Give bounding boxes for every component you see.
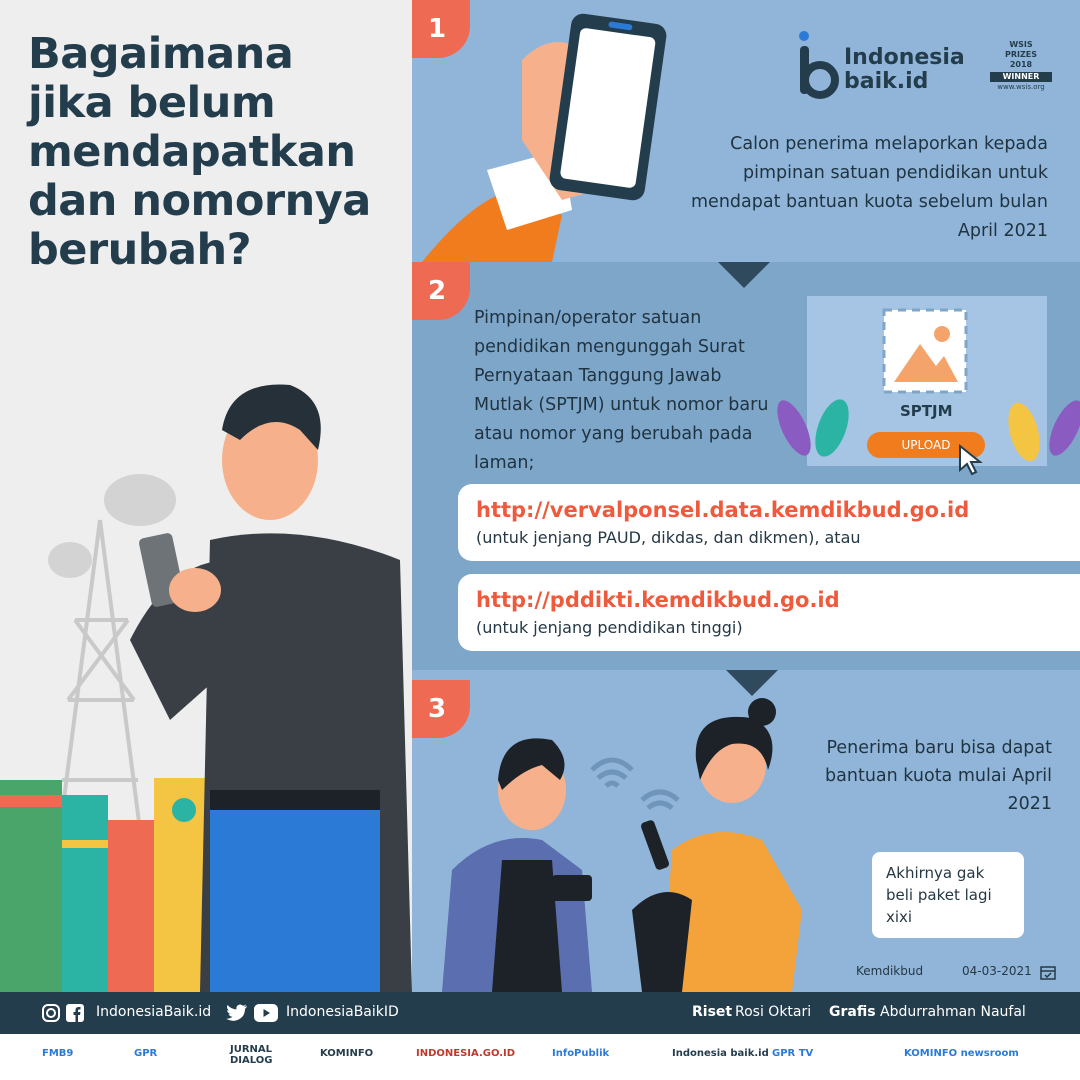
partner-logo-gpr-tv: GPR TV [772,1048,814,1059]
link-url[interactable]: http://pddikti.kemdikbud.go.id [476,588,840,612]
upload-button[interactable]: UPLOAD [867,432,985,458]
wsis-award-badge [990,40,1052,92]
partner-logo-indonesiabaik: Indonesia baik.id [672,1048,769,1059]
partner-logo-indonesia-go-id: INDONESIA.GO.ID [416,1048,516,1059]
indonesia-baik-logo [792,24,1062,104]
award-line: WINNER [990,72,1052,82]
link-card [458,484,1080,561]
partner-logo-kominfo: KOMINFO [320,1048,374,1059]
step-1-text: Calon penerima melaporkan kepada pimpinan satuan pendidikan untuk mendapat bantuan kuota sebelum bulan April 2021 [691,134,1048,241]
award-line: 2018 [1009,60,1033,69]
ib-logo-icon [792,30,842,100]
instagram-icon[interactable] [42,1004,60,1022]
cursor-icon [958,444,986,476]
satellite-dish-icon [104,474,176,526]
twitter-icon[interactable] [226,1004,248,1022]
left-panel [0,0,412,992]
calendar-icon [1040,964,1056,980]
satellite-dish-icon [48,542,92,578]
brand-name [844,46,965,94]
step-number-2: 2 [412,262,470,320]
facebook-icon[interactable] [66,1004,84,1022]
leaf-decoration-icon [774,388,864,468]
step-number-1: 1 [412,0,470,58]
date-label: 04-03-2021 [962,964,1032,978]
wifi-icon [642,792,678,808]
headline-line: mendapatkan [28,127,356,177]
right-panel [412,0,1080,992]
partner-logo-jurnal-dialog: JURNAL DIALOG [230,1044,273,1066]
partner-logo-fmb9: FMB9 [42,1048,74,1059]
footer-credits [0,992,1080,1034]
brand-line-2: baik.id [844,69,929,94]
award-line: WSIS [1009,40,1033,49]
wifi-icon [592,760,632,786]
award-line: PRIZES [1004,50,1038,59]
section-divider-notch [718,262,770,288]
upload-card-label: SPTJM [900,402,953,420]
link-card [458,574,1080,651]
step-2-section [412,262,1080,670]
riset-label: Riset [692,1004,733,1020]
grafis-label: Grafis [829,1004,876,1020]
image-placeholder-icon [880,306,970,396]
headline-line: dan nomornya [28,176,371,226]
source-label: Kemdikbud [856,964,924,978]
step-number-3: 3 [412,680,470,738]
brand-line-1: Indonesia [844,45,965,70]
riset-name: Rosi Oktari [735,1004,812,1020]
headline-line: Bagaimana [28,29,294,79]
leaf-decoration-icon [1000,388,1080,468]
link-note: (untuk jenjang pendidikan tinggi) [476,618,743,637]
step-3-text: Penerima baru bisa dapat bantuan kuota mulai April 2021 [825,738,1052,814]
partner-logos-bar [0,1034,1080,1080]
step-1-section [412,0,1080,262]
hand-phone-icon [412,0,712,262]
partner-logo-infopublik: InfoPublik [552,1048,610,1059]
youtube-icon[interactable] [254,1004,278,1022]
headline-line: jika belum [28,78,276,128]
speech-bubble: Akhirnya gak beli paket lagi xixi [872,852,1024,938]
handle-indonesiabaik-id[interactable]: IndonesiaBaik.id [96,1004,212,1020]
partner-logo-kominfo-newsroom: KOMINFO newsroom [904,1048,1019,1059]
step-3-section [412,670,1080,992]
illustration-man-tower [0,0,412,992]
two-people-illustration [432,670,852,992]
headline-line: berubah? [28,225,252,275]
step-2-text: Pimpinan/operator satuan pendidikan mengunggah Surat Pernyataan Tanggung Jawab Mutlak (SPTJM) untuk nomor baru atau nomor yang berubah pada laman; [474,308,769,473]
partner-logo-gpr: GPR [134,1048,158,1059]
link-note: (untuk jenjang PAUD, dikdas, dan dikmen), atau [476,528,861,547]
grafis-name: Abdurrahman Naufal [880,1004,1026,1020]
link-url[interactable]: http://vervalponsel.data.kemdikbud.go.id [476,498,970,522]
award-line: www.wsis.org [997,83,1045,91]
books-icon [0,778,214,992]
handle-indonesiabaikid[interactable]: IndonesiaBaikID [286,1004,399,1020]
